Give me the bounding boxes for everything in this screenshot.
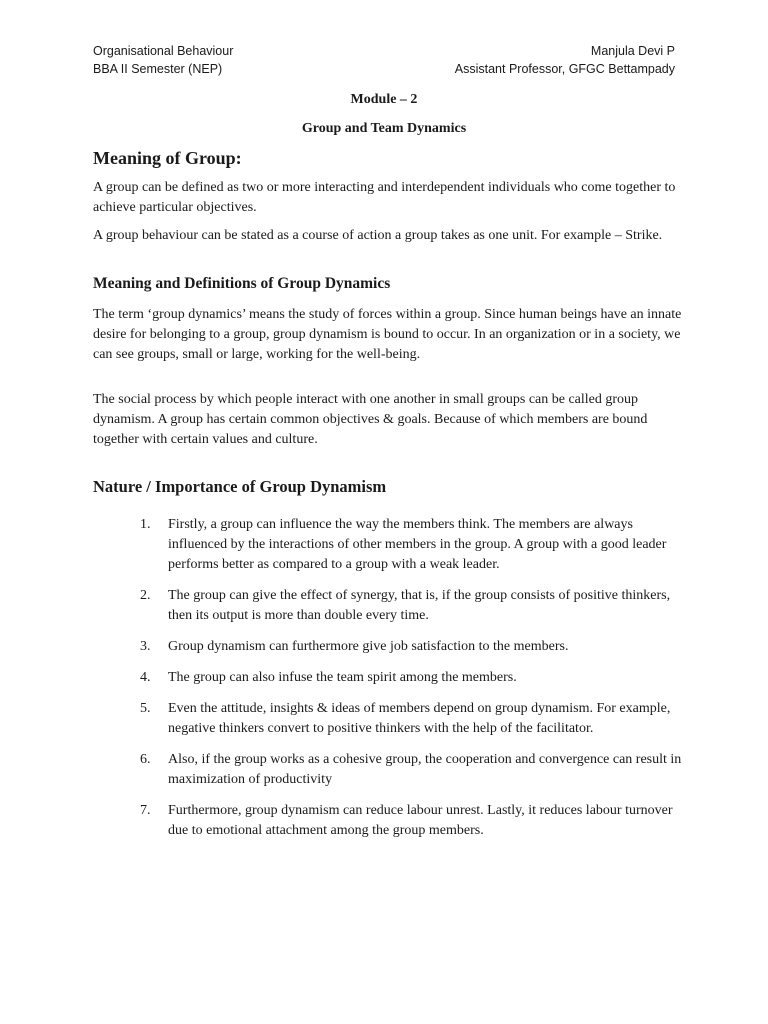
author-designation: Assistant Professor, GFGC Bettampady <box>454 62 675 76</box>
list-number: 1. <box>140 517 151 532</box>
course-title: Organisational Behaviour <box>93 44 234 58</box>
list-number: 5. <box>140 701 151 716</box>
module-title: Module – 2 <box>350 92 418 107</box>
header-right <box>455 42 675 78</box>
header-left <box>93 42 233 78</box>
nature-heading: Nature / Importance of Group Dynamism <box>93 477 387 496</box>
list-text: Group dynamism can furthermore give job satisfaction to the members. <box>168 639 569 654</box>
list-number: 6. <box>140 752 151 767</box>
semester-label: BBA II Semester (NEP) <box>93 62 223 76</box>
page-header <box>93 42 675 78</box>
list-number: 2. <box>140 588 151 603</box>
list-number: 4. <box>140 670 151 685</box>
list-text: The group can give the effect of synergy, that is, if the group consists of positive thinkers, then its output is more than double every time. <box>168 588 671 623</box>
author-name: Manjula Devi P <box>590 44 675 58</box>
list-item <box>140 637 685 657</box>
list-text: Firstly, a group can influence the way the members think. The members are always influenced by the interactions of other members in the group. A group with a good leader performs better as compared to a group with a weak leader. <box>168 517 667 572</box>
meaning-of-group-heading: Meaning of Group: <box>93 148 242 168</box>
definitions-heading: Meaning and Definitions of Group Dynamics <box>93 275 391 292</box>
list-text: The group can also infuse the team spirit among the members. <box>168 670 517 685</box>
list-item <box>140 668 685 688</box>
list-item <box>140 699 685 739</box>
list-number: 7. <box>140 803 151 818</box>
list-item <box>140 515 685 575</box>
page-subtitle: Group and Team Dynamics <box>301 121 467 136</box>
list-text: Also, if the group works as a cohesive group, the cooperation and convergence can result in maximization of productivity <box>168 752 682 787</box>
importance-list <box>140 515 685 841</box>
list-item <box>140 801 685 841</box>
definitions-paragraph-1: The term ‘group dynamics’ means the study of forces within a group. Since human beings have an innate desire for belonging to a group, group dynamism is bound to occur. In an organization or in a society, we can see groups, small or large, working for the well-being. <box>93 307 682 362</box>
list-number: 3. <box>140 639 151 654</box>
definitions-paragraph-2: The social process by which people interact with one another in small groups can be called group dynamism. A group has certain common objectives & goals. Because of which members are bound together with certain values and culture. <box>93 392 648 447</box>
meaning-paragraph-2: A group behaviour can be stated as a course of action a group takes as one unit. For example – Strike. <box>93 228 663 243</box>
meaning-paragraph-1: A group can be defined as two or more interacting and interdependent individuals who come together to achieve particular objectives. <box>93 180 676 215</box>
list-item <box>140 750 685 790</box>
list-text: Even the attitude, insights & ideas of members depend on group dynamism. For example, negative thinkers convert to positive thinkers with the help of the facilitator. <box>168 701 671 736</box>
list-item <box>140 586 685 626</box>
list-text: Furthermore, group dynamism can reduce labour unrest. Lastly, it reduces labour turnover due to emotional attachment among the group members. <box>168 803 673 838</box>
